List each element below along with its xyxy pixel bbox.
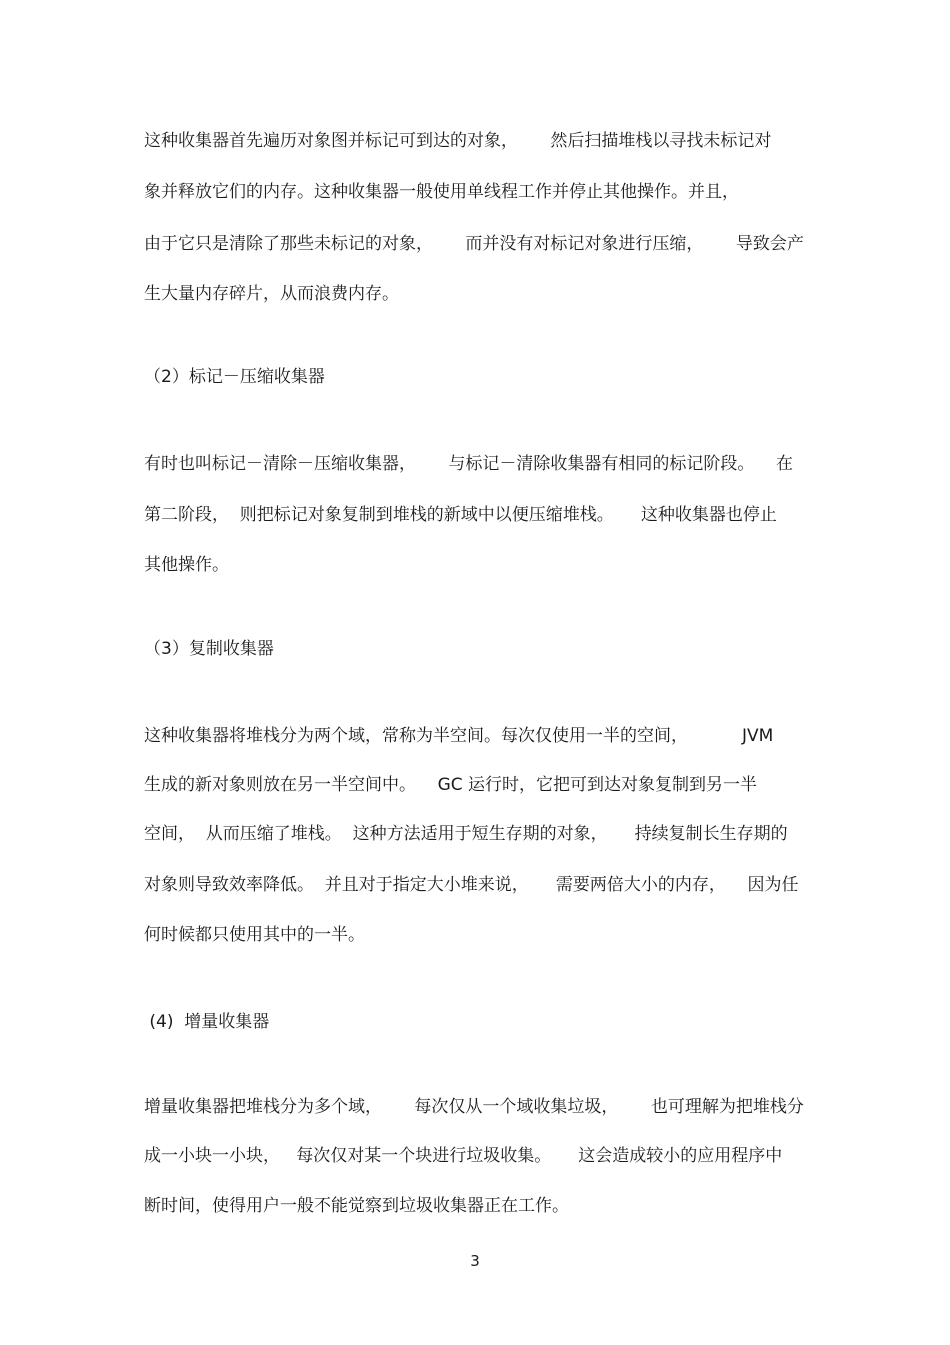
paragraph-1-line-1: 这种收集器首先遍历对象图并标记可到达的对象， 然后扫描堆栈以寻找未标记对 [144, 131, 772, 151]
paragraph-2-line-3: 其他操作。 [144, 555, 229, 575]
paragraph-3-line-5: 何时候都只使用其中的一半。 [144, 925, 365, 945]
paragraph-3-line-2: 生成的新对象则放在另一半空间中。 GC 运行时，它把可到达对象复制到另一半 [144, 775, 758, 795]
paragraph-2-line-2: 第二阶段， 则把标记对象复制到堆栈的新域中以便压缩堆栈。 这种收集器也停止 [144, 505, 777, 525]
paragraph-1-line-2: 象并释放它们的内存。这种收集器一般使用单线程工作并停止其他操作。并且， [144, 182, 739, 202]
paragraph-4-line-2: 成一小块一小块， 每次仅对某一个块进行垃圾收集。 这会造成较小的应用程序中 [144, 1146, 783, 1166]
paragraph-4-line-3: 断时间，使得用户一般不能觉察到垃圾收集器正在工作。 [144, 1196, 569, 1216]
paragraph-3-line-4: 对象则导致效率降低。 并且对于指定大小堆来说， 需要两倍大小的内存， 因为任 [144, 875, 799, 895]
paragraph-2-line-1: 有时也叫标记－清除－压缩收集器， 与标记－清除收集器有相同的标记阶段。 在 [144, 454, 794, 474]
section-heading-2: （2）标记－压缩收集器 [144, 367, 325, 387]
section-heading-4: (4) 增量收集器 [144, 1012, 270, 1032]
page-number: 3 [470, 1252, 480, 1270]
section-heading-3: （3）复制收集器 [144, 639, 274, 659]
paragraph-4-line-1: 增量收集器把堆栈分为多个域， 每次仅从一个域收集垃圾， 也可理解为把堆栈分 [144, 1097, 804, 1117]
paragraph-1-line-4: 生大量内存碎片，从而浪费内存。 [144, 284, 399, 304]
paragraph-3-line-1: 这种收集器将堆栈分为两个域，常称为半空间。每次仅使用一半的空间， JVM [144, 726, 774, 746]
paragraph-1-line-3: 由于它只是清除了那些未标记的对象， 而并没有对标记对象进行压缩， 导致会产 [144, 234, 804, 254]
paragraph-3-line-3: 空间， 从而压缩了堆栈。 这种方法适用于短生存期的对象， 持续复制长生存期的 [144, 824, 788, 844]
